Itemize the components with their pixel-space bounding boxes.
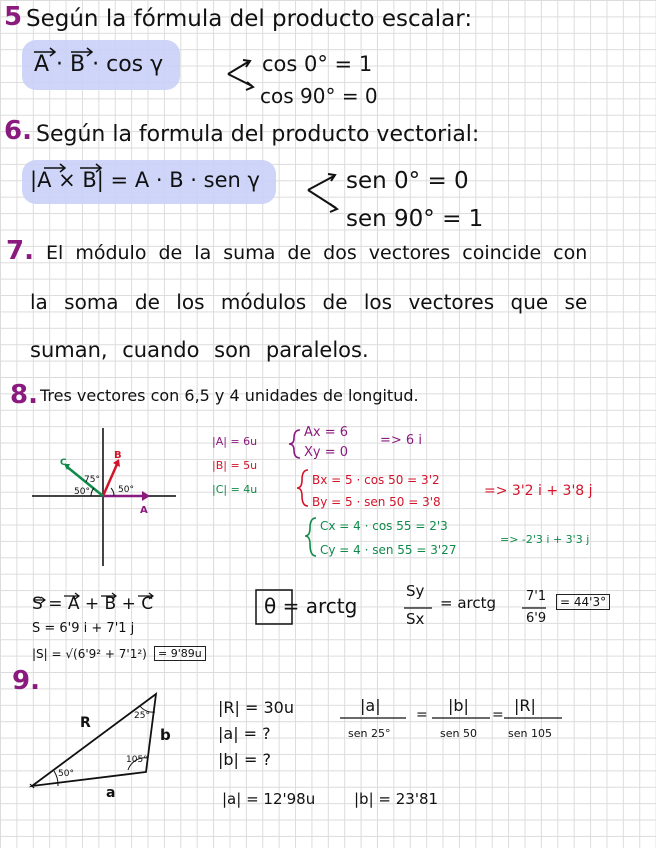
- angle-75-label: 75°: [84, 475, 100, 485]
- result-b: |b| = 23'81: [354, 790, 439, 808]
- c-y: Cy = 4 · sen 55 = 3'27: [320, 543, 457, 557]
- given-a: |a| = ?: [218, 724, 271, 743]
- theta-den: 6'9: [526, 611, 547, 626]
- section-7-line-3: suman, cuando son paralelos.: [30, 338, 369, 362]
- fraction-b-den: sen 50: [440, 727, 477, 740]
- fraction-r-num: |R|: [514, 696, 536, 715]
- section-7-number: 7.: [6, 236, 34, 266]
- vector-diagram: [32, 428, 176, 566]
- section-5-formula: A · B · cos γ: [34, 52, 164, 77]
- section-7-line-2: la soma de los módulos de los vectores que se: [30, 290, 588, 314]
- given-r: |R| = 30u: [218, 698, 294, 717]
- fraction-a-num: |a|: [360, 696, 381, 715]
- sen-0-line: sen 0° = 0: [346, 168, 469, 194]
- b-y: By = 5 · sen 50 = 3'8: [312, 495, 441, 509]
- triangle-label-b: b: [160, 726, 171, 744]
- modulus-c: |C| = 4u: [212, 483, 258, 496]
- triangle-label-a: a: [106, 785, 116, 801]
- section-7-line-1: El módulo de la suma de dos vectores coincide con: [46, 242, 588, 264]
- fraction-a-den: sen 25°: [348, 727, 391, 740]
- angle-50-right-label: 50°: [118, 485, 134, 495]
- theta-eq-arctg: = arctg: [440, 594, 497, 612]
- theta-result: = 44'3°: [556, 594, 610, 610]
- section-6-title: Según la formula del producto vectorial:: [36, 122, 480, 147]
- equals-1: =: [416, 707, 428, 723]
- section-5-number: 5: [4, 2, 23, 32]
- section-6-number: 6.: [4, 116, 32, 146]
- section-8-number: 8.: [10, 380, 38, 410]
- vector-a-label: A: [140, 505, 148, 516]
- b-result: => 3'2 i + 3'8 j: [484, 483, 593, 499]
- triangle-angle-25: 25°: [134, 711, 150, 721]
- sen-90-line: sen 90° = 1: [346, 206, 484, 232]
- vector-c-label: C: [60, 458, 67, 468]
- c-x: Cx = 4 · cos 55 = 2'3: [320, 519, 448, 533]
- fraction-b-num: |b|: [448, 696, 469, 715]
- section-5-title: Según la fórmula del producto escalar:: [26, 6, 473, 32]
- result-a: |a| = 12'98u: [222, 790, 316, 808]
- a-y: Xy = 0: [304, 445, 349, 460]
- sum-magnitude-result: = 9'89u: [154, 646, 206, 661]
- theta-formula: θ = arctg: [264, 594, 358, 618]
- section-9-number: 9.: [12, 666, 40, 696]
- a-result: => 6 i: [380, 433, 422, 448]
- b-x: Bx = 5 · cos 50 = 3'2: [312, 473, 440, 487]
- fraction-r-den: sen 105: [508, 727, 552, 740]
- triangle-label-r: R: [80, 715, 91, 731]
- theta-sy: Sy: [406, 582, 425, 600]
- a-x: Ax = 6: [304, 425, 349, 440]
- equals-2: =: [492, 707, 504, 723]
- triangle-angle-50: 50°: [58, 769, 74, 779]
- triangle-diagram: [30, 694, 156, 788]
- sum-magnitude: |S| = √(6'9² + 7'1²): [32, 647, 147, 661]
- modulus-a: |A| = 6u: [212, 435, 258, 448]
- c-result: => -2'3 i + 3'3 j: [500, 533, 590, 546]
- angle-50-left-label: 50°: [74, 487, 90, 497]
- vector-b-label: B: [114, 450, 122, 461]
- cos-90-line: cos 90° = 0: [260, 84, 378, 108]
- theta-num: 7'1: [526, 589, 547, 604]
- sum-vector: S = A + B + C: [32, 594, 154, 614]
- theta-sx: Sx: [406, 610, 425, 628]
- section-8-title: Tres vectores con 6,5 y 4 unidades de longitud.: [40, 386, 419, 405]
- modulus-b: |B| = 5u: [212, 459, 258, 472]
- sum-components: S = 6'9 i + 7'1 j: [32, 621, 135, 636]
- cos-0-line: cos 0° = 1: [262, 52, 373, 76]
- triangle-angle-105: 105°: [126, 755, 148, 765]
- section-6-formula: |A × B| = A · B · sen γ: [30, 168, 260, 192]
- given-b: |b| = ?: [218, 750, 272, 769]
